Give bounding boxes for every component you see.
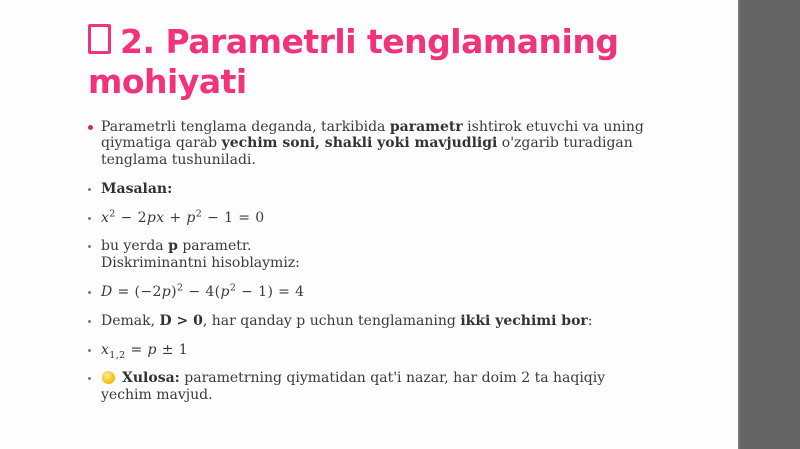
- bullet-marker: [88, 238, 101, 272]
- list-item-text: $x_{1,2} = p \pm 1$: [101, 341, 188, 361]
- list-item-text: Parametrli tenglama deganda, tarkibida parametr ishtirok etuvchi va uning qiymatiga qarab yechim soni, shakli yoki mavjudligi o'zgarib turadigan tenglama tushuniladi.: [101, 118, 644, 169]
- bullet-marker: [88, 342, 101, 359]
- bullet-list: [88, 119, 648, 405]
- list-item-text: $x^2 - 2px + p^2 - 1 = 0$: [101, 208, 265, 226]
- list-item-text: Demak, D > 0, har qanday p uchun tenglamaning ikki yechimi bor:: [101, 312, 593, 329]
- slide-title: [88, 22, 663, 103]
- bullet-marker: [88, 119, 101, 169]
- slide-title-text: 2. Parametrli tenglamaning mohiyati: [88, 22, 619, 102]
- missing-glyph-icon: [88, 24, 111, 54]
- bullet-marker: [88, 370, 101, 404]
- list-item: [88, 119, 648, 169]
- bullet-marker: [88, 313, 101, 330]
- list-item: [88, 210, 648, 227]
- slide-content: [88, 22, 728, 416]
- list-item: [88, 284, 648, 301]
- list-item-text: Xulosa: parametrning qiymatidan qat'i nazar, har doim 2 ta haqiqiy yechim mavjud.: [101, 370, 606, 404]
- lightbulb-emoji-icon: [102, 371, 115, 384]
- bullet-marker: [88, 284, 101, 301]
- list-item-text: $D = (-2p)^2 - 4(p^2 - 1) = 4$: [101, 282, 305, 301]
- list-item-text: Masalan:: [101, 180, 173, 197]
- window-edge-strip: [738, 0, 800, 449]
- list-item: [88, 313, 648, 330]
- list-item: [88, 370, 648, 404]
- bullet-marker: [88, 181, 101, 198]
- list-item-text: bu yerda p parametr. Diskriminantni hisoblaymiz:: [101, 238, 300, 272]
- list-item: [88, 342, 648, 359]
- bullet-marker: [88, 210, 101, 227]
- list-item: [88, 238, 648, 272]
- list-item: [88, 181, 648, 198]
